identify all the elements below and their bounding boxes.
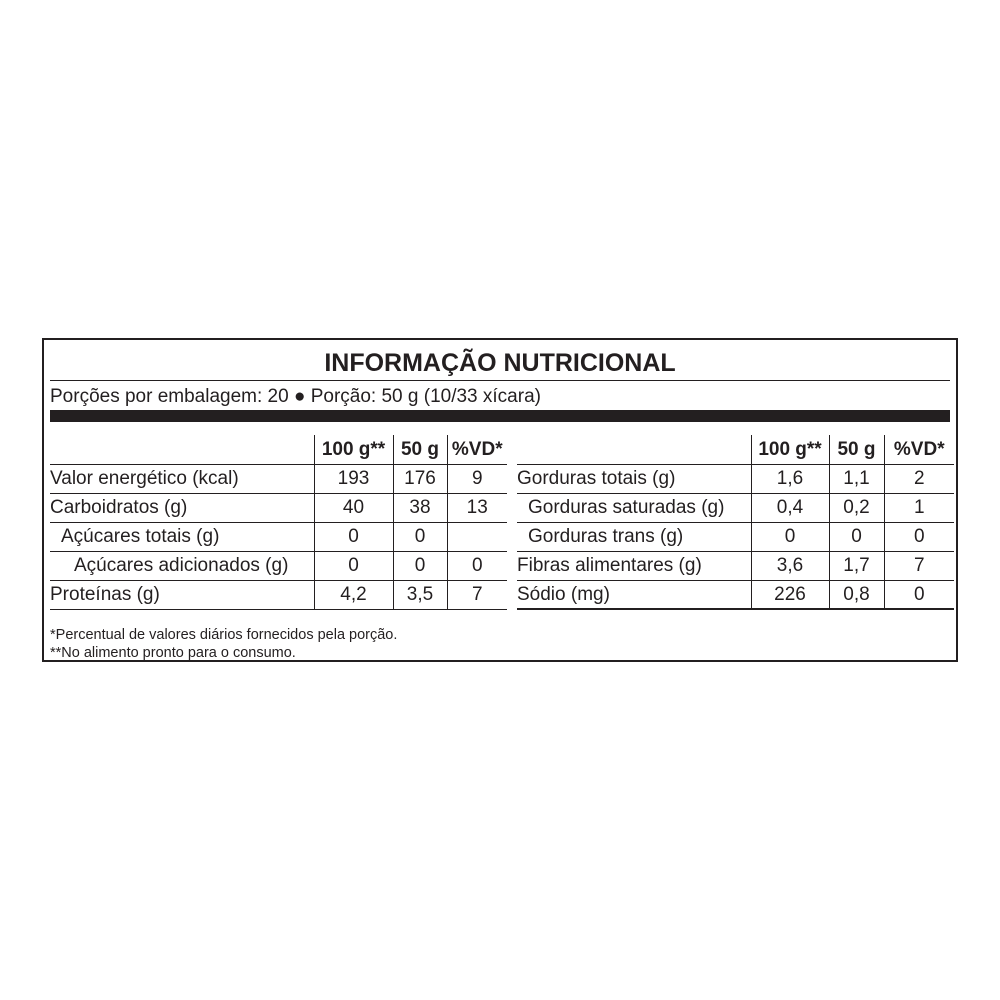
value-per100: 226 bbox=[751, 580, 829, 609]
table-row bbox=[50, 522, 507, 551]
value-vd: 0 bbox=[447, 551, 507, 580]
header-per100: 100 g** bbox=[314, 435, 393, 464]
value-per50: 38 bbox=[393, 493, 447, 522]
value-vd: 7 bbox=[447, 580, 507, 609]
table-row bbox=[50, 580, 507, 609]
portions-info: Porções por embalagem: 20 ● Porção: 50 g (10/33 xícara) bbox=[50, 386, 541, 407]
table-row bbox=[50, 464, 507, 493]
value-per100: 0,4 bbox=[751, 493, 829, 522]
left-nutrient-table bbox=[50, 435, 507, 610]
value-vd bbox=[447, 522, 507, 551]
value-per50: 0 bbox=[393, 522, 447, 551]
nutrient-name: Sódio (mg) bbox=[517, 580, 751, 609]
table-row bbox=[517, 493, 954, 522]
value-vd: 13 bbox=[447, 493, 507, 522]
value-per100: 0 bbox=[314, 551, 393, 580]
table-header-row bbox=[50, 435, 507, 464]
value-vd: 0 bbox=[884, 522, 954, 551]
table-row bbox=[517, 464, 954, 493]
nutrient-name: Carboidratos (g) bbox=[50, 493, 314, 522]
value-vd: 2 bbox=[884, 464, 954, 493]
value-per100: 1,6 bbox=[751, 464, 829, 493]
header-vd: %VD* bbox=[884, 435, 954, 464]
table-row bbox=[517, 580, 954, 609]
nutrient-name: Açúcares adicionados (g) bbox=[50, 551, 314, 580]
header-vd: %VD* bbox=[447, 435, 507, 464]
value-per100: 0 bbox=[751, 522, 829, 551]
nutrient-name: Gorduras saturadas (g) bbox=[517, 493, 751, 522]
footnote-ready: **No alimento pronto para o consumo. bbox=[50, 645, 296, 661]
table-row bbox=[50, 493, 507, 522]
nutrient-name: Valor energético (kcal) bbox=[50, 468, 239, 489]
header-blank bbox=[50, 435, 314, 464]
nutrient-name: Gorduras trans (g) bbox=[517, 522, 751, 551]
value-vd: 9 bbox=[447, 464, 507, 493]
value-per50: 176 bbox=[393, 464, 447, 493]
nutrient-name: Fibras alimentares (g) bbox=[517, 551, 751, 580]
nutrient-name: Proteínas (g) bbox=[50, 580, 314, 609]
label-title: INFORMAÇÃO NUTRICIONAL bbox=[324, 349, 676, 377]
value-per100: 40 bbox=[314, 493, 393, 522]
value-vd: 0 bbox=[884, 580, 954, 609]
header-per50: 50 g bbox=[829, 435, 884, 464]
value-per50: 1,7 bbox=[829, 551, 884, 580]
value-vd: 7 bbox=[884, 551, 954, 580]
value-per50: 0,2 bbox=[829, 493, 884, 522]
table-row bbox=[50, 551, 507, 580]
value-per50: 0 bbox=[829, 522, 884, 551]
value-per100: 4,2 bbox=[314, 580, 393, 609]
value-per50: 1,1 bbox=[829, 464, 884, 493]
footnote-vd: *Percentual de valores diários fornecidos pela porção. bbox=[50, 627, 398, 643]
value-per100: 193 bbox=[314, 464, 393, 493]
value-per50: 3,5 bbox=[393, 580, 447, 609]
right-nutrient-table bbox=[517, 435, 954, 610]
value-vd: 1 bbox=[884, 493, 954, 522]
value-per50: 0 bbox=[393, 551, 447, 580]
header-per50: 50 g bbox=[393, 435, 447, 464]
nutrient-name: Gorduras totais (g) bbox=[517, 468, 676, 489]
table-row bbox=[517, 522, 954, 551]
footnotes bbox=[50, 626, 397, 662]
table-row bbox=[517, 551, 954, 580]
header-per100: 100 g** bbox=[751, 435, 829, 464]
table-header-row bbox=[517, 435, 954, 464]
value-per100: 0 bbox=[314, 522, 393, 551]
value-per100: 3,6 bbox=[751, 551, 829, 580]
nutrient-name: Açúcares totais (g) bbox=[50, 522, 314, 551]
value-per50: 0,8 bbox=[829, 580, 884, 609]
thick-divider bbox=[50, 410, 950, 422]
header-blank bbox=[517, 435, 751, 464]
nutrition-facts-label bbox=[42, 338, 958, 662]
title-divider bbox=[50, 380, 950, 381]
